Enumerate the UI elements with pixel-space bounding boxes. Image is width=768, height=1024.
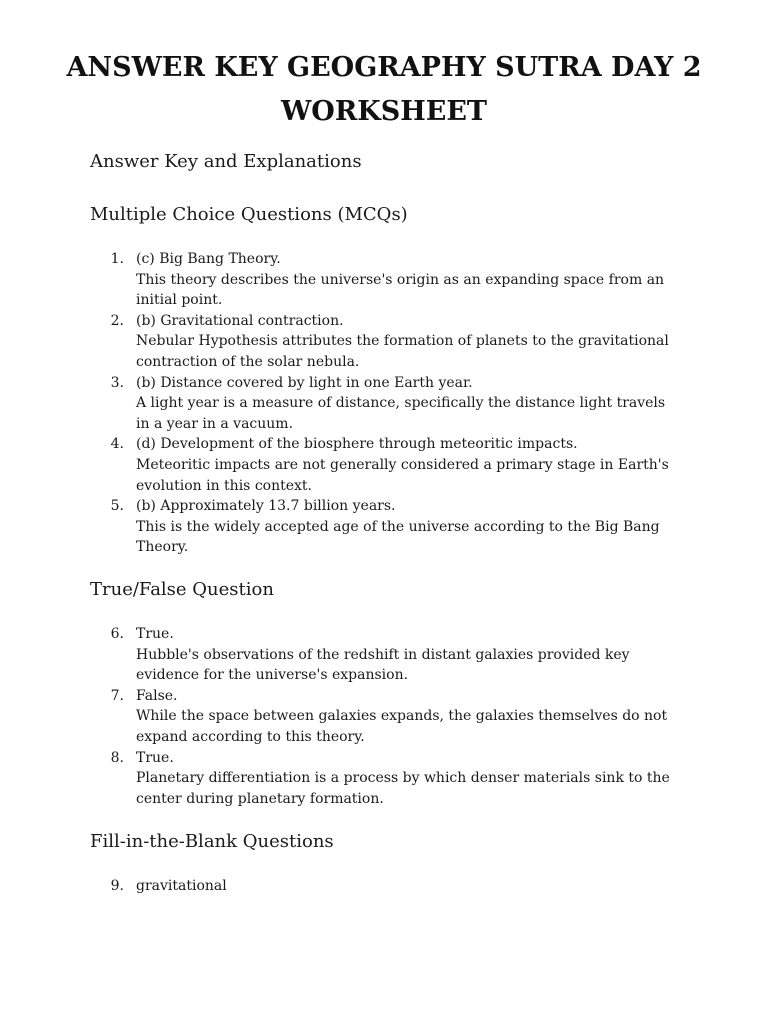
answer-item-2 xyxy=(90,311,680,373)
answer-text: gravitational xyxy=(136,878,227,894)
item-number: 3. xyxy=(110,374,124,391)
answer-text: (b) Gravitational contraction. xyxy=(136,312,344,329)
answer-item-7 xyxy=(90,686,680,748)
page-title xyxy=(40,46,728,134)
title-line-2: WORKSHEET xyxy=(280,96,487,127)
answer-text: (c) Big Bang Theory. xyxy=(136,251,281,267)
explanation-text: This theory describes the universe's origin as an expanding space from an initial point. xyxy=(136,271,665,309)
answer-item-9 xyxy=(90,876,680,897)
answer-item-8 xyxy=(90,748,680,810)
answer-text: False. xyxy=(136,687,178,704)
item-number: 4. xyxy=(110,436,124,453)
item-number: 8. xyxy=(110,749,124,766)
fill-blank-answer-list xyxy=(90,876,680,897)
item-number: 9. xyxy=(110,878,124,894)
section-heading-true-false: True/False Question xyxy=(90,579,274,600)
explanation-text: While the space between galaxies expands, the galaxies themselves do not expand according to this theory. xyxy=(136,708,668,745)
answer-item-5 xyxy=(90,496,680,558)
title-line-1: ANSWER KEY GEOGRAPHY SUTRA DAY 2 xyxy=(66,52,702,83)
explanation-text: Planetary differentiation is a process by which denser materials sink to the center during planetary formation. xyxy=(136,770,670,807)
explanation-text: A light year is a measure of distance, specifically the distance light travels in a year in a vacuum. xyxy=(136,395,666,432)
answer-item-3 xyxy=(90,373,680,435)
answer-text: (b) Distance covered by light in one Earth year. xyxy=(136,374,473,391)
explanation-text: Meteoritic impacts are not generally considered a primary stage in Earth's evolution in this context. xyxy=(136,456,669,494)
item-number: 1. xyxy=(110,251,124,267)
item-number: 5. xyxy=(110,498,124,515)
true-false-answer-list xyxy=(90,624,680,809)
answer-item-1 xyxy=(90,249,680,311)
item-number: 2. xyxy=(110,312,124,329)
mcq-answer-list xyxy=(90,249,680,558)
answer-text: True. xyxy=(136,749,174,766)
explanation-text: This is the widely accepted age of the universe according to the Big Bang Theory. xyxy=(136,518,660,556)
answer-item-6 xyxy=(90,624,680,686)
explanation-text: Nebular Hypothesis attributes the formation of planets to the gravitational contraction of the solar nebula. xyxy=(136,333,669,370)
answer-text: (b) Approximately 13.7 billion years. xyxy=(136,498,396,515)
answer-text: True. xyxy=(136,626,174,642)
explanation-text: Hubble's observations of the redshift in distant galaxies provided key evidence for the universe's expansion. xyxy=(136,646,630,684)
section-heading-fill-blank: Fill-in-the-Blank Questions xyxy=(90,831,334,852)
page-subtitle: Answer Key and Explanations xyxy=(90,151,362,172)
item-number: 7. xyxy=(110,687,124,704)
item-number: 6. xyxy=(110,626,124,642)
section-heading-mcq: Multiple Choice Questions (MCQs) xyxy=(90,204,408,225)
answer-item-4 xyxy=(90,434,680,496)
answer-text: (d) Development of the biosphere through meteoritic impacts. xyxy=(136,436,578,453)
